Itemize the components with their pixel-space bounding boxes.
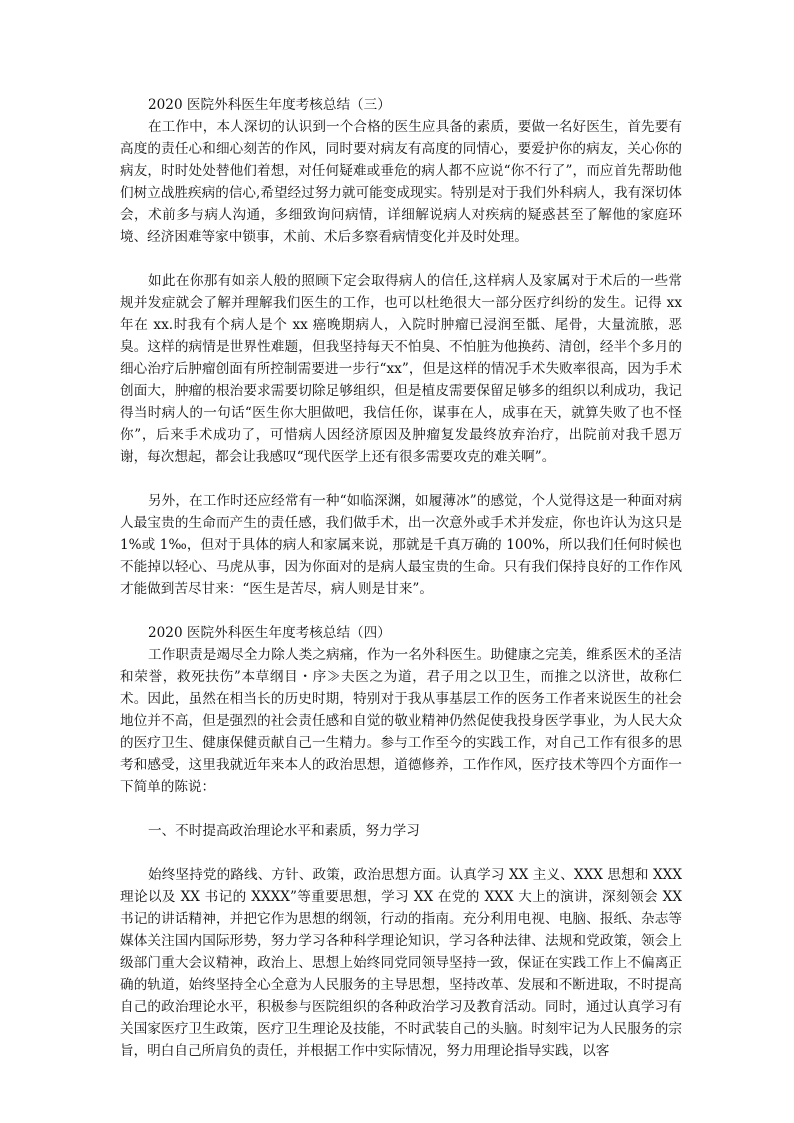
section-4-paragraph-1: 工作职责是竭尽全力除人类之病痛，作为一名外科医生。助健康之完美，维系医术的圣洁和荣誉，救死扶伤”本草纲目・序≫夫医之为道，君子用之以卫生，而推之以济世，故称仁术。因此，虽然在相当长的历史时期，特别对于我从事基层工作的医务工作者来说医生的社会地位并不高，但是强烈的社会责任感和自觉的敬业精神仍然促使我投身医学事业，为人民大众的医疗卫生、健康保健贡献自己一生精力。参与工作至今的实践工作，对自己工作有很多的思考和感受，这里我就近年来本人的政治思想，道德修养，工作作风，医疗技术等四个方面作一下简单的陈说： xyxy=(120,647,682,795)
section-title-3: 2020 医院外科医生年度考核总结（三） xyxy=(148,97,391,113)
section-4-paragraph-2: 始终坚持党的路线、方针、政策，政治思想方面。认真学习 XX 主义、XXX 思想和 XXX 理论以及 XX 书记的 XXXX”等重要思想，学习 XX 在党的 XXX 大上的演讲，深刻领会 XX 书记的讲话精神，并把它作为思想的纲领，行动的指南。充分利用电视、电脑、报纸、杂志等媒体关注国内国际形势，努力学习各种科学理论知识，学习各种法律、法规和党政策，领会上级部门重大会议精神，政治上、思想上始终同党同领导坚持一致，保证在实践工作上不偏离正确的轨道，始终坚持全心全意为人民服务的主导思想，坚持改革、发展和不断进取，不时提高自己的政治理论水平，积极参与医院组织的各种政治学习及教育活动。同时，通过认真学习有关国家医疗卫生政策，医疗卫生理论及技能，不时武装自己的头脑。时刻牢记为人民服务的宗旨，明白自己所肩负的责任，并根据工作中实际情况，努力用理论指导实践，以客 xyxy=(120,867,682,1059)
paragraph-spacer xyxy=(120,248,682,270)
section-spacer xyxy=(120,600,682,622)
section-3-paragraph-3: 另外，在工作时还应经常有一种“如临深渊，如履薄冰”的感觉，个人觉得这是一种面对病人最宝贵的生命而产生的责任感，我们做手术，出一次意外或手术并发症，你也许认为这只是 1%或 1‰，但对于具体的病人和家属来说，那就是千真万确的 100%，所以我们任何时候也不能掉以轻心、马虎从事，因为你面对的是病人最宝贵的生命。只有我们保持良好的工作作风才能做到苦尽甘来：“医生是苦尽，病人则是甘来”。 xyxy=(120,493,682,597)
section-3-paragraph-2: 如此在你那有如亲人般的照顾下定会取得病人的信任,这样病人及家属对于术后的一些常规并发症就会了解并理解我们医生的工作，也可以杜绝很大一部分医疗纠纷的发生。记得 xx 年在 xx.时我有个病人是个 xx 癌晚期病人，入院时肿瘤已浸润至骶、尾骨，大量流脓，恶臭。这样的病情是世界性难题，但我坚持每天不怕臭、不怕脏为他换药、清创，经半个多月的细心治疗后肿瘤创面有所控制需要进一步行“xx”，但是这样的情况手术失败率很高，因为手术创面大，肿瘤的根治要求需要切除足够组织，但是植皮需要保留足够多的组织以利成功，我记得当时病人的一句话“医生你大胆做吧，我信任你，谋事在人，成事在天，就算失败了也不怪你”，后来手术成功了，可惜病人因经济原因及肿瘤复发最终放弃治疗，出院前对我千恩万谢，每次想起，都会让我感叹“现代医学上还有很多需要攻克的难关啊”。 xyxy=(120,273,682,465)
paragraph-spacer xyxy=(120,798,682,820)
paragraph-spacer xyxy=(120,468,682,490)
paragraph-spacer xyxy=(120,842,682,864)
document-page xyxy=(120,94,682,1062)
section-title-4: 2020 医院外科医生年度考核总结（四） xyxy=(148,625,391,641)
section-4-heading-1: 一、不时提高政治理论水平和素质，努力学习 xyxy=(148,823,420,839)
section-3-paragraph-1: 在工作中，本人深切的认识到一个合格的医生应具备的素质，要做一名好医生，首先要有高度的责任心和细心刻苦的作风，同时要对病友有高度的同情心，要爱护你的病友，关心你的病友，时时处处替他们着想，对任何疑难或垂危的病人都不应说“你不行了”，而应首先帮助他们树立战胜疾病的信心,希望经过努力就可能变成现实。特别是对于我们外科病人，我有深切体会，术前多与病人沟通，多细致询问病情，详细解说病人对疾病的疑惑甚至了解他的家庭环境、经济困难等家中锁事，术前、术后多察看病情变化并及时处理。 xyxy=(120,119,682,245)
